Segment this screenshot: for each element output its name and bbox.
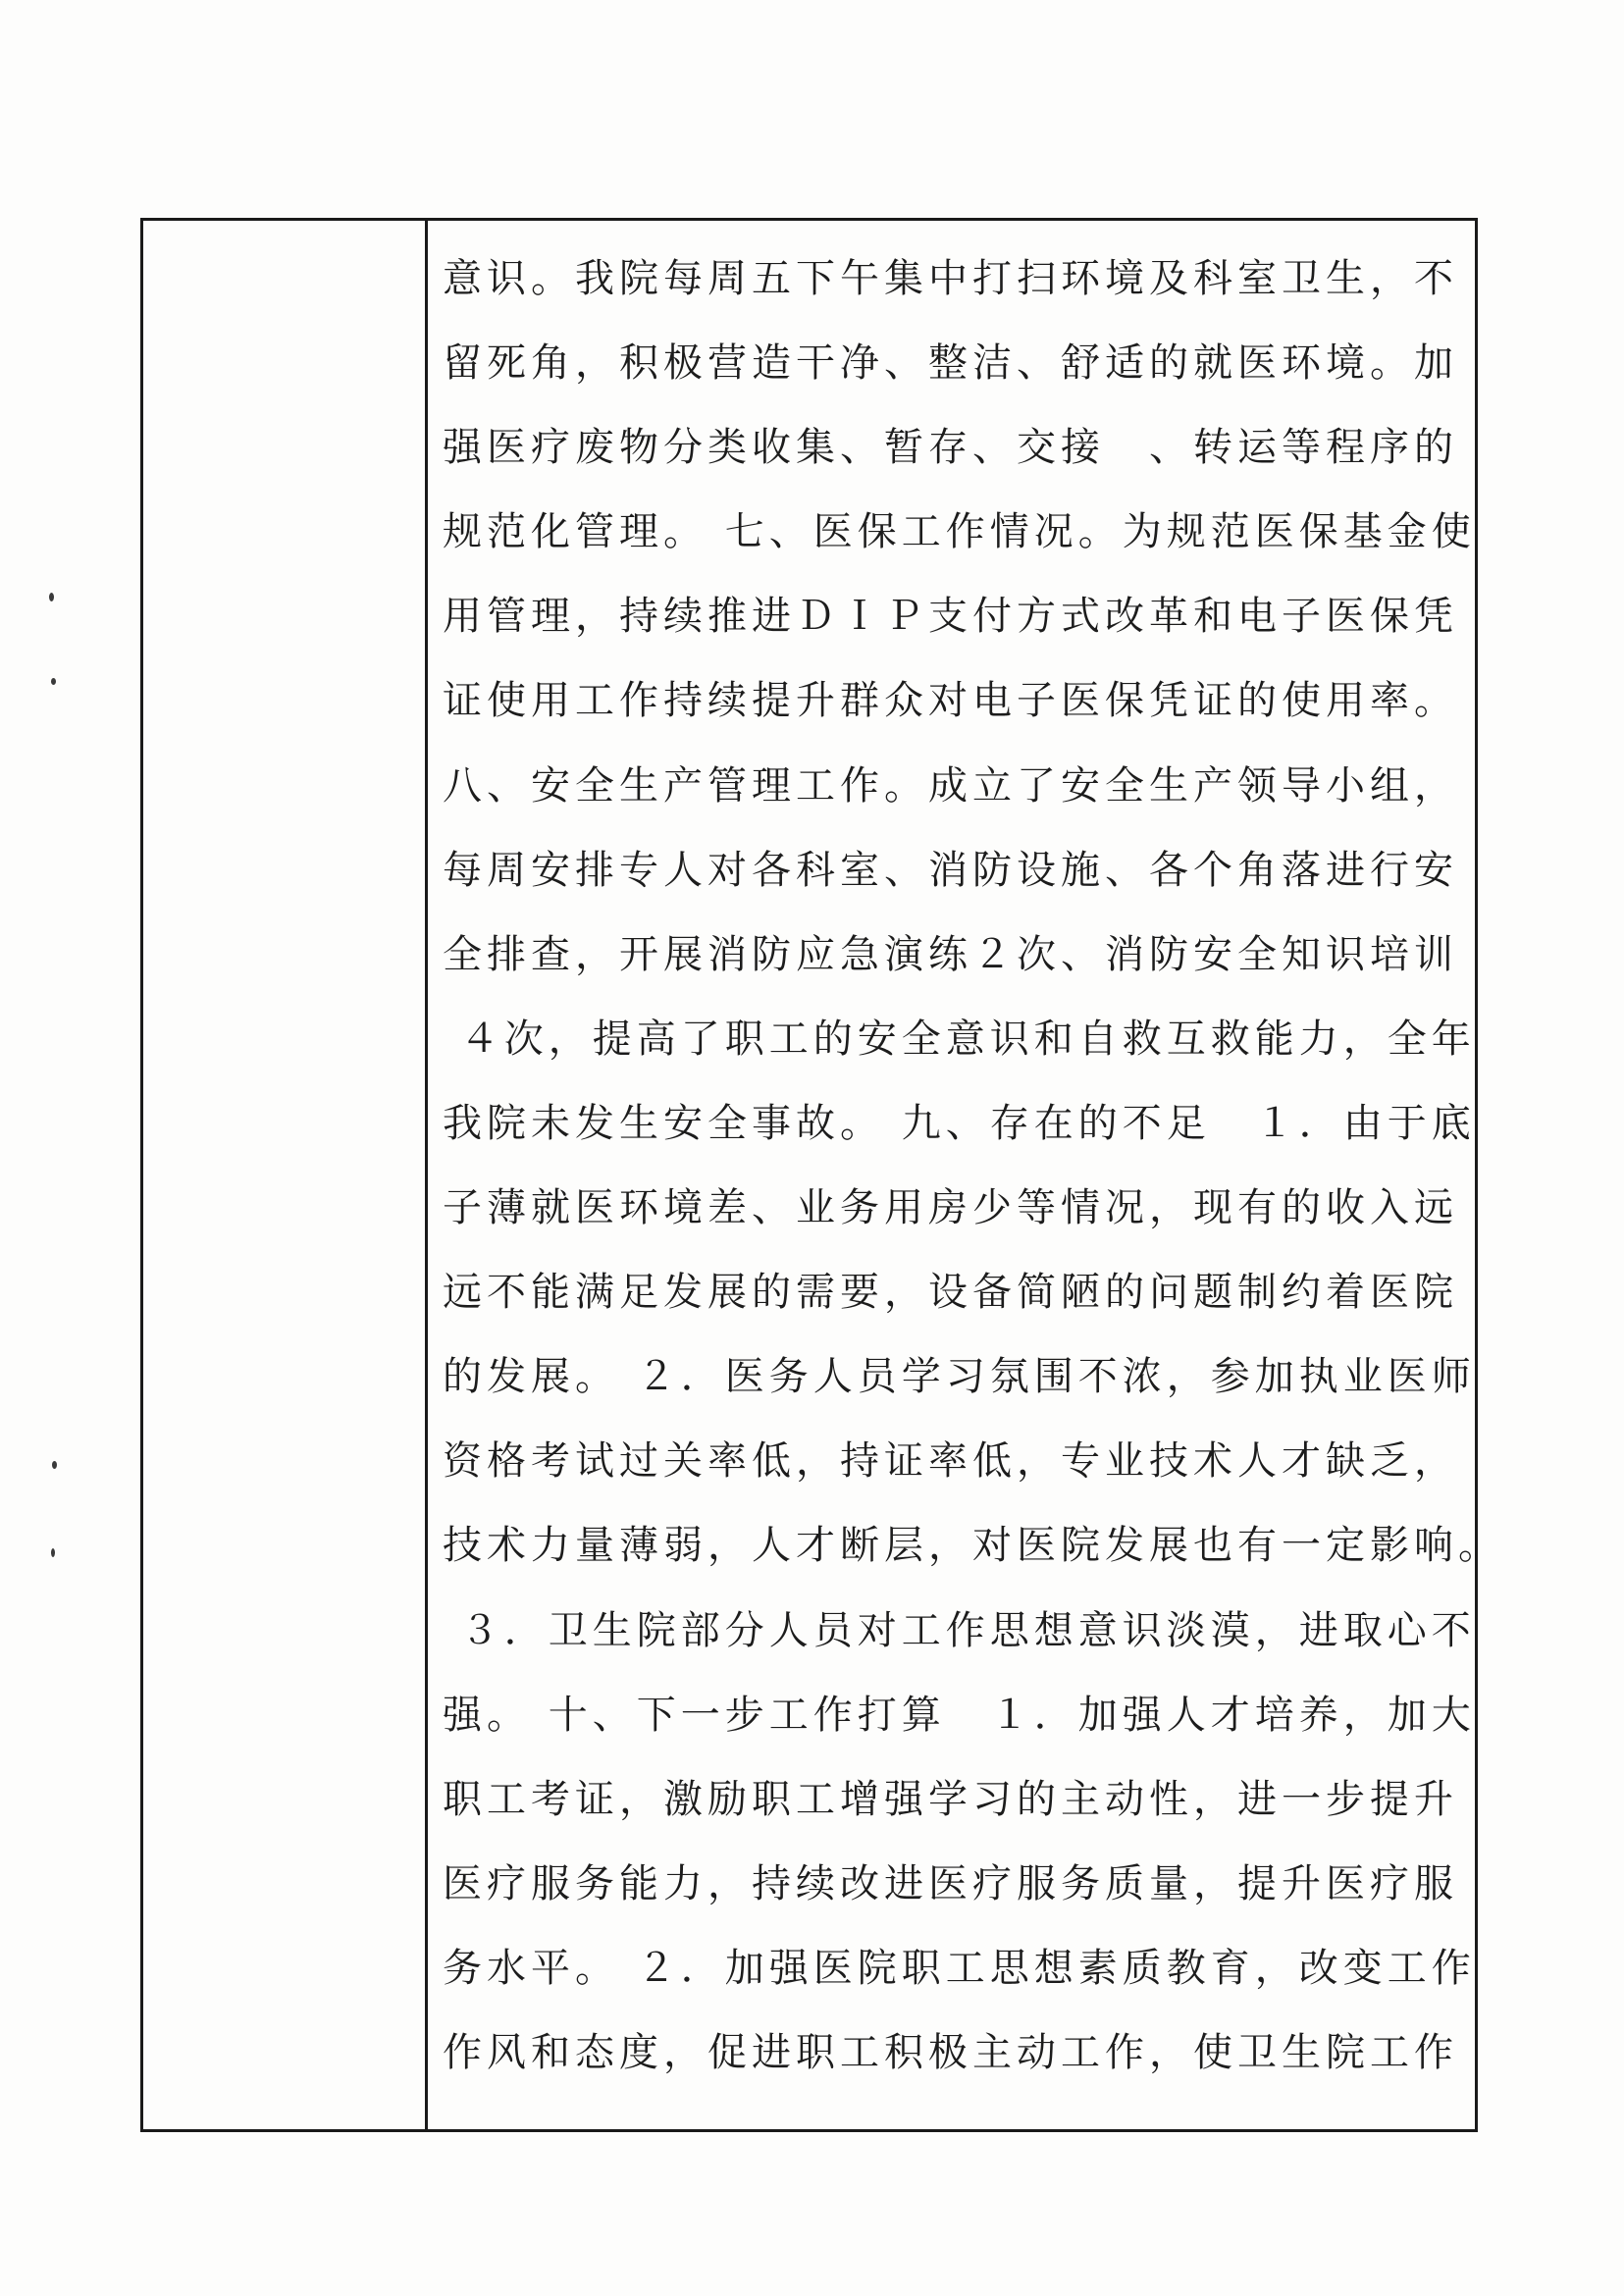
- text-line: 的发展。 ２．医务人员学习氛围不浓，参加执业医师: [443, 1354, 1476, 1400]
- scan-speck: [52, 1461, 57, 1469]
- text-line: ４次，提高了职工的安全意识和自救互救能力，全年: [443, 1016, 1476, 1062]
- text-line: 职工考证，激励职工增强学习的主动性，进一步提升: [443, 1776, 1458, 1822]
- text-line: 子薄就医环境差、业务用房少等情况，现有的收入远: [443, 1185, 1458, 1231]
- scan-speck: [49, 593, 54, 601]
- text-line: 强。 十、下一步工作打算 １．加强人才培养，加大: [443, 1692, 1476, 1738]
- text-line: 强医疗废物分类收集、暂存、交接 、转运等程序的: [443, 425, 1458, 471]
- scan-speck: [51, 678, 56, 685]
- scan-speck: [51, 1548, 55, 1557]
- text-line: 意识。我院每周五下午集中打扫环境及科室卫生，不: [443, 256, 1458, 301]
- body-text: [443, 236, 1502, 2095]
- text-line: 我院未发生安全事故。 九、存在的不足 １．由于底: [443, 1100, 1476, 1146]
- form-table: [140, 218, 1502, 2132]
- text-line: 全排查，开展消防应急演练２次、消防安全知识培训: [443, 931, 1458, 977]
- text-line: 每周安排专人对各科室、消防设施、各个角落进行安: [443, 847, 1458, 893]
- text-line: 规范化管理。 七、医保工作情况。为规范医保基金使: [443, 509, 1476, 555]
- text-line: 远不能满足发展的需要，设备简陋的问题制约着医院: [443, 1270, 1458, 1316]
- text-line: 务水平。 ２．加强医院职工思想素质教育，改变工作: [443, 1945, 1476, 1991]
- text-line: 技术力量薄弱，人才断层，对医院发展也有一定影响。: [443, 1523, 1502, 1569]
- text-line: 八、安全生产管理工作。成立了安全生产领导小组，: [443, 762, 1458, 809]
- text-line: 证使用工作持续提升群众对电子医保凭证的使用率。: [443, 678, 1458, 724]
- label-cell: [143, 221, 425, 2129]
- text-line: 用管理，持续推进ＤＩＰ支付方式改革和电子医保凭: [443, 594, 1458, 640]
- text-line: 留死角，积极营造干净、整洁、舒适的就医环境。加: [443, 340, 1458, 387]
- column-divider: [425, 221, 428, 2129]
- text-line: 资格考试过关率低，持证率低，专业技术人才缺乏，: [443, 1438, 1458, 1485]
- text-line: 作风和态度，促进职工积极主动工作，使卫生院工作: [443, 2029, 1458, 2075]
- text-line: 医疗服务能力，持续改进医疗服务质量，提升医疗服: [443, 1860, 1458, 1906]
- text-line: ３．卫生院部分人员对工作思想意识淡漠，进取心不: [443, 1607, 1476, 1653]
